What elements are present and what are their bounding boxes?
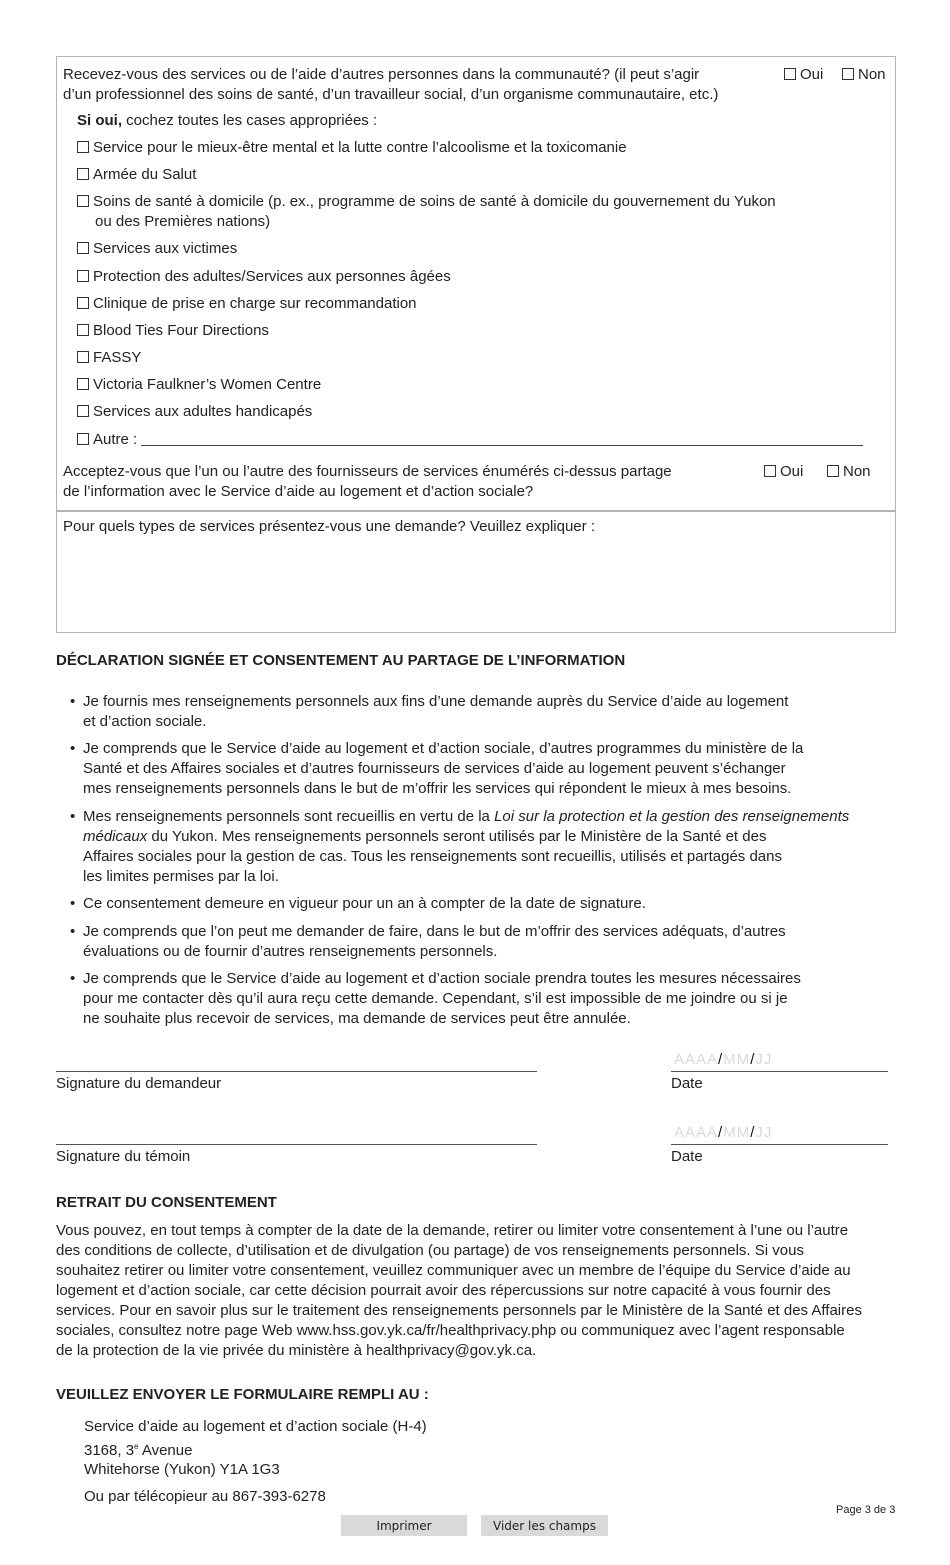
send-to-title: VEUILLEZ ENVOYER LE FORMULAIRE REMPLI AU : bbox=[56, 1386, 429, 1403]
other-input[interactable] bbox=[141, 431, 863, 446]
services-yes-checkbox[interactable] bbox=[784, 68, 796, 80]
checkbox-icon[interactable] bbox=[77, 405, 89, 417]
share-yes-checkbox[interactable] bbox=[764, 465, 776, 477]
checkbox-icon[interactable] bbox=[77, 433, 89, 445]
applicant-date-label: Date bbox=[671, 1075, 703, 1092]
share-yes-option[interactable]: Oui bbox=[764, 462, 803, 482]
option-women-centre[interactable]: Victoria Faulkner’s Women Centre bbox=[77, 375, 321, 395]
checkbox-icon[interactable] bbox=[77, 378, 89, 390]
declaration-bullet-6: • Je comprends que le Service d’aide au logement et d’action sociale prendra toutes les mesures nécessaires pour me contacter dès qu’il aura reçu cette demande. Cependant, s’il est impossible de me joindre ou si je ne souhaite plus recevoir de services, ma demande de services peut être annulée. bbox=[70, 970, 801, 1027]
option-fassy[interactable]: FASSY bbox=[77, 348, 141, 368]
witness-date-field[interactable] bbox=[671, 1144, 888, 1145]
services-no-checkbox[interactable] bbox=[842, 68, 854, 80]
witness-date-placeholder[interactable]: AAAA/MM/JJ bbox=[674, 1124, 773, 1141]
applicant-signature-field[interactable] bbox=[56, 1071, 537, 1072]
option-home-care[interactable]: Soins de santé à domicile (p. ex., programme de soins de santé à domicile du gouvernement du Yukon ou des Premières nations) bbox=[77, 192, 776, 232]
option-adult-protection[interactable]: Protection des adultes/Services aux personnes âgées bbox=[77, 267, 451, 287]
declaration-bullet-4: • Ce consentement demeure en vigueur pour un an à compter de la date de signature. bbox=[70, 895, 646, 912]
checkbox-icon[interactable] bbox=[77, 270, 89, 282]
services-requested-label: Pour quels types de services présentez-vous une demande? Veuillez expliquer : bbox=[63, 518, 595, 535]
checkbox-icon[interactable] bbox=[77, 297, 89, 309]
mailing-address: Service d’aide au logement et d’action sociale (H-4) 3168, 3e Avenue Whitehorse (Yukon) Y1A 1G3 bbox=[84, 1418, 427, 1478]
witness-signature-label: Signature du témoin bbox=[56, 1148, 191, 1165]
checkbox-icon[interactable] bbox=[77, 324, 89, 336]
option-blood-ties[interactable]: Blood Ties Four Directions bbox=[77, 321, 269, 341]
fax-number: Ou par télécopieur au 867-393-6278 bbox=[84, 1488, 326, 1505]
share-question: Acceptez-vous que l’un ou l’autre des fournisseurs de services énumérés ci-dessus partage de l’information avec le Service d’aide au logement et d’action sociale? bbox=[63, 463, 672, 500]
services-no-option[interactable]: Non bbox=[842, 65, 886, 85]
clear-fields-button[interactable]: Vider les champs bbox=[481, 1515, 608, 1536]
checkbox-icon[interactable] bbox=[77, 141, 89, 153]
share-no-option[interactable]: Non bbox=[827, 462, 871, 482]
option-victim-services[interactable]: Services aux victimes bbox=[77, 239, 237, 259]
applicant-date-placeholder[interactable]: AAAA/MM/JJ bbox=[674, 1051, 773, 1068]
checkbox-icon[interactable] bbox=[77, 195, 89, 207]
declaration-bullet-3: • Mes renseignements personnels sont recueillis en vertu de la Loi sur la protection et la gestion des renseignements médicaux du Yukon. Mes renseignements personnels seront utilisés par le Ministère de la Santé et des Affaires sociales pour la gestion de cas. Tous les renseignements sont recueillis, utilisés et partagés dans les limites permises par la loi. bbox=[70, 808, 850, 885]
page-number: Page 3 de 3 bbox=[836, 1504, 896, 1516]
witness-signature-field[interactable] bbox=[56, 1144, 537, 1145]
print-button[interactable]: Imprimer bbox=[341, 1515, 467, 1536]
if-yes-instruction: Si oui, cochez toutes les cases appropriées : bbox=[77, 112, 378, 129]
option-disability-services[interactable]: Services aux adultes handicapés bbox=[77, 402, 312, 422]
applicant-signature-label: Signature du demandeur bbox=[56, 1075, 222, 1092]
withdrawal-title: RETRAIT DU CONSENTEMENT bbox=[56, 1194, 277, 1211]
checkbox-icon[interactable] bbox=[77, 242, 89, 254]
services-yes-option[interactable]: Oui bbox=[784, 65, 823, 85]
option-mental-wellness[interactable]: Service pour le mieux-être mental et la lutte contre l’alcoolisme et la toxicomanie bbox=[77, 138, 627, 158]
share-no-checkbox[interactable] bbox=[827, 465, 839, 477]
option-salvation-army[interactable]: Armée du Salut bbox=[77, 165, 196, 185]
services-requested-input[interactable] bbox=[60, 540, 890, 626]
applicant-date-field[interactable] bbox=[671, 1071, 888, 1072]
declaration-title: DÉCLARATION SIGNÉE ET CONSENTEMENT AU PARTAGE DE L’INFORMATION bbox=[56, 652, 626, 669]
checkbox-icon[interactable] bbox=[77, 168, 89, 180]
witness-date-label: Date bbox=[671, 1148, 703, 1165]
withdrawal-paragraph: Vous pouvez, en tout temps à compter de la date de la demande, retirer ou limiter votre consentement à l’une ou l’autre des conditions de collecte, d’utilisation et de divulgation (ou partage) de vos renseignements personnels. Si vous souhaitez retirer ou limiter votre consentement, veuillez communiquer avec un membre de l’équipe du Service d’aide au logement et d’action sociale, car cette décision pourrait avoir des répercussions sur notre capacité à vous fournir des services. Pour en savoir plus sur le traitement des renseignements personnels par le Ministère de la Santé et des Affaires sociales, consultez notre page Web www.hss.gov.yk.ca/fr/healthprivacy.php ou communiquez avec l’agent responsable de la protection de la vie privée du ministère à healthprivacy@gov.yk.ca. bbox=[56, 1222, 862, 1359]
checkbox-icon[interactable] bbox=[77, 351, 89, 363]
option-referral-clinic[interactable]: Clinique de prise en charge sur recommandation bbox=[77, 294, 417, 314]
declaration-bullet-1: • Je fournis mes renseignements personnels aux fins d’une demande auprès du Service d’aide au logement et d’action sociale. bbox=[70, 693, 789, 730]
option-other[interactable]: Autre : bbox=[77, 430, 863, 450]
services-question: Recevez-vous des services ou de l’aide d’autres personnes dans la communauté? (il peut s’agir d’un professionnel des soins de santé, d’un travailleur social, d’un organisme communautaire, etc.) bbox=[63, 66, 719, 103]
declaration-bullet-5: • Je comprends que l’on peut me demander de faire, dans le but de m’offrir des services adéquats, d’autres évaluations ou de fournir d’autres renseignements personnels. bbox=[70, 923, 786, 960]
declaration-bullet-2: • Je comprends que le Service d’aide au logement et d’action sociale, d’autres programmes du ministère de la Santé et des Affaires sociales et d’autres fournisseurs de services d’aide au logement peuvent s’échanger mes renseignements personnels dans le but de m’offrir les services qui répondent le mieux à mes besoins. bbox=[70, 740, 804, 797]
